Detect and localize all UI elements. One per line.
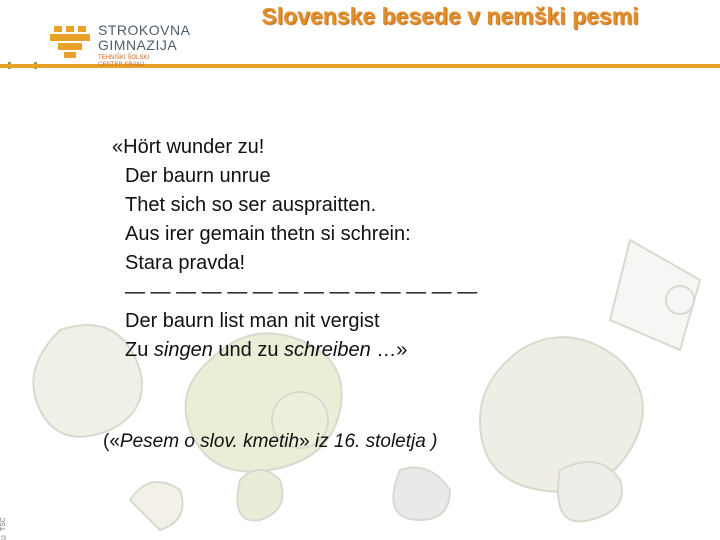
poem-line (112, 307, 477, 336)
copyright-notice: © TSC (0, 517, 7, 540)
poem-line-segment: Zu (125, 339, 154, 361)
poem-line (112, 220, 477, 249)
school-logo (50, 22, 200, 70)
poem-caption: («Pesem o slov. kmetih» iz 16. stoletja ) (103, 431, 438, 452)
poem-line-segment: Der baurn unrue (125, 165, 271, 187)
poem-line (112, 133, 477, 162)
logo-line-1: STROKOVNA (98, 22, 191, 38)
poem-line-segment: Thet sich so ser auspraitten. (125, 194, 377, 216)
poem-block (112, 133, 477, 365)
logo-mark-icon (50, 26, 94, 60)
logo-line-2: GIMNAZIJA (98, 37, 178, 53)
logo-line-4: CENTER KRANJ (98, 62, 145, 68)
poem-line-segment: und zu (212, 339, 285, 361)
poem-line (112, 162, 477, 191)
poem-line (112, 278, 477, 307)
poem-line (112, 336, 477, 365)
poem-line-segment: schreiben (284, 339, 371, 361)
poem-line-segment: Aus irer gemain thetn si schrein: (125, 223, 411, 245)
poem-line-segment: singen (153, 339, 213, 361)
poem-line (112, 249, 477, 278)
poem-line-segment: — — — — — — — — — — — — — — (125, 281, 478, 303)
poem-line (112, 191, 477, 220)
poem-line-segment: «Hört wunder zu! (112, 136, 265, 158)
poem-line-segment: …» (370, 339, 408, 361)
title-container (240, 0, 660, 62)
logo-line-3: TEHNIŠKI ŠOLSKI (98, 55, 150, 61)
page-title: Slovenske besede v nemški pesmi (261, 3, 639, 29)
logo-subtext (98, 55, 149, 69)
poem-line-segment: Stara pravda! (125, 252, 246, 274)
poem-line-segment: Der baurn list man nit vergist (125, 310, 380, 332)
logo-text (98, 23, 190, 53)
